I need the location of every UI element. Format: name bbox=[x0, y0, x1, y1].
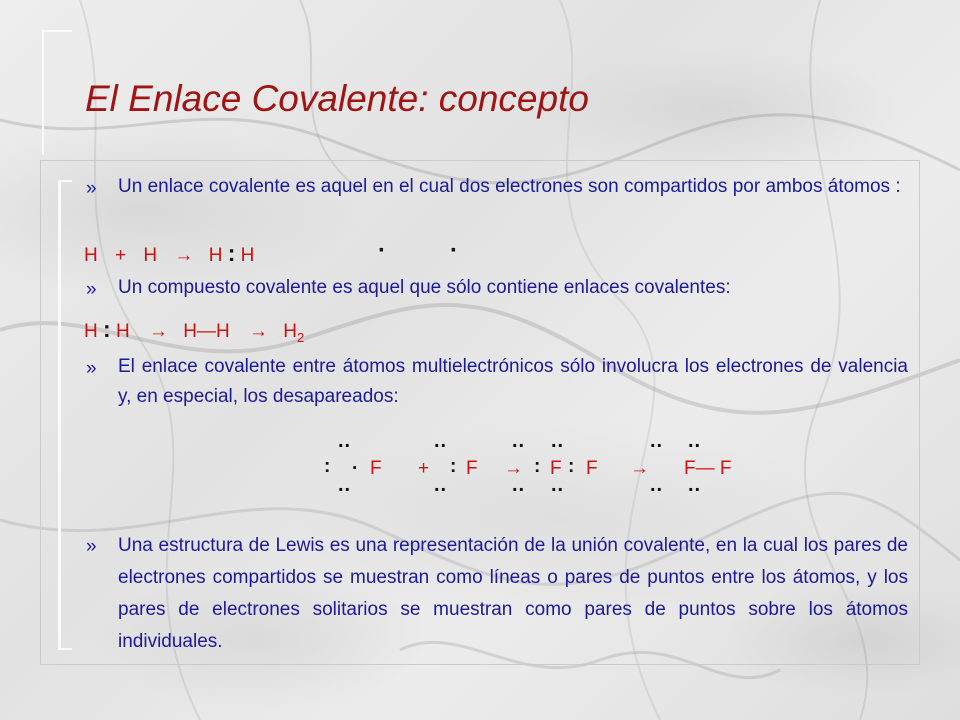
eq1-plus: + bbox=[115, 245, 127, 266]
bullet-2-text: Un compuesto covalente es aquel que sólo contiene enlaces covalentes: bbox=[118, 277, 731, 298]
eq1-h-b: H bbox=[143, 245, 158, 266]
f4-bottom-pair: .. bbox=[551, 474, 565, 496]
eq2-h-b: H bbox=[115, 321, 130, 342]
f-arrow-icon-2: → bbox=[630, 458, 649, 479]
eq2-arrow-icon-2: → bbox=[249, 321, 268, 342]
f-shared-pair: : bbox=[568, 456, 575, 477]
bullet-marker: » bbox=[86, 279, 97, 300]
f2-symbol: F bbox=[466, 458, 478, 479]
bullet-marker: » bbox=[86, 358, 97, 379]
f-arrow-icon-1: → bbox=[504, 458, 523, 479]
page-title: El Enlace Covalente: concepto bbox=[85, 78, 589, 119]
f1-symbol: F bbox=[370, 458, 382, 479]
eq1-shared-pair: : bbox=[227, 240, 236, 266]
f3-symbol: F bbox=[550, 458, 562, 479]
eq1-electron-dot-2: · bbox=[450, 237, 458, 264]
equation-h-plus-h bbox=[84, 240, 254, 267]
f1-unpaired-dot: · bbox=[352, 458, 359, 479]
f3-top-pair: .. bbox=[512, 430, 526, 452]
f4-symbol: F bbox=[586, 458, 598, 479]
decorative-bracket-top bbox=[42, 30, 72, 155]
f6-top-pair: .. bbox=[688, 430, 702, 452]
bullet-4-text: Una estructura de Lewis es una representación de la unión covalente, en la cual los pares de electrones compartidos se muestran como líneas o pares de puntos entre los átomos, y los pares de electrones solitarios se muestran como pares de puntos sobre los átomos individuales. bbox=[118, 535, 908, 652]
f-bond: F— F bbox=[684, 458, 732, 479]
bullet-3-text: El enlace covalente entre átomos multielectrónicos sólo involucra los electrones de valencia y, en especial, los desapareados: bbox=[118, 356, 908, 407]
f1-left-pair: : bbox=[324, 456, 331, 477]
eq2-h2 bbox=[283, 321, 305, 345]
f3-left-pair: : bbox=[534, 456, 541, 477]
eq1-h-c: H bbox=[208, 245, 223, 266]
f5-bottom-pair: .. bbox=[650, 474, 664, 496]
f-plus: + bbox=[418, 458, 430, 479]
eq1-h-d: H bbox=[240, 245, 255, 266]
eq1-electron-dot-1: · bbox=[378, 237, 386, 264]
f6-bottom-pair: .. bbox=[688, 474, 702, 496]
eq1-arrow-icon: → bbox=[174, 245, 194, 266]
eq2-arrow-icon-1: → bbox=[148, 321, 168, 342]
equation-h-bond bbox=[84, 316, 304, 345]
f4-top-pair: .. bbox=[551, 430, 565, 452]
f3-bottom-pair: .. bbox=[512, 474, 526, 496]
eq1-h-a: H bbox=[84, 245, 98, 266]
f2-left-pair: : bbox=[450, 456, 457, 477]
eq2-bond: H—H bbox=[183, 321, 230, 342]
f2-top-pair: .. bbox=[434, 430, 448, 452]
eq2-h2-subscript: 2 bbox=[297, 330, 305, 345]
f5-top-pair: .. bbox=[650, 430, 664, 452]
f1-top-pair: .. bbox=[338, 430, 352, 452]
f1-bottom-pair: .. bbox=[338, 474, 352, 496]
bullet-marker: » bbox=[86, 178, 97, 199]
bullet-marker: » bbox=[86, 536, 97, 557]
eq2-h-a: H bbox=[84, 321, 98, 342]
f2-bottom-pair: .. bbox=[434, 474, 448, 496]
bullet-1-text: Un enlace covalente es aquel en el cual dos electrones son compartidos por ambos átomos : bbox=[118, 176, 901, 197]
eq2-h2-symbol: H bbox=[283, 321, 298, 342]
eq2-shared-pair: : bbox=[103, 316, 111, 342]
